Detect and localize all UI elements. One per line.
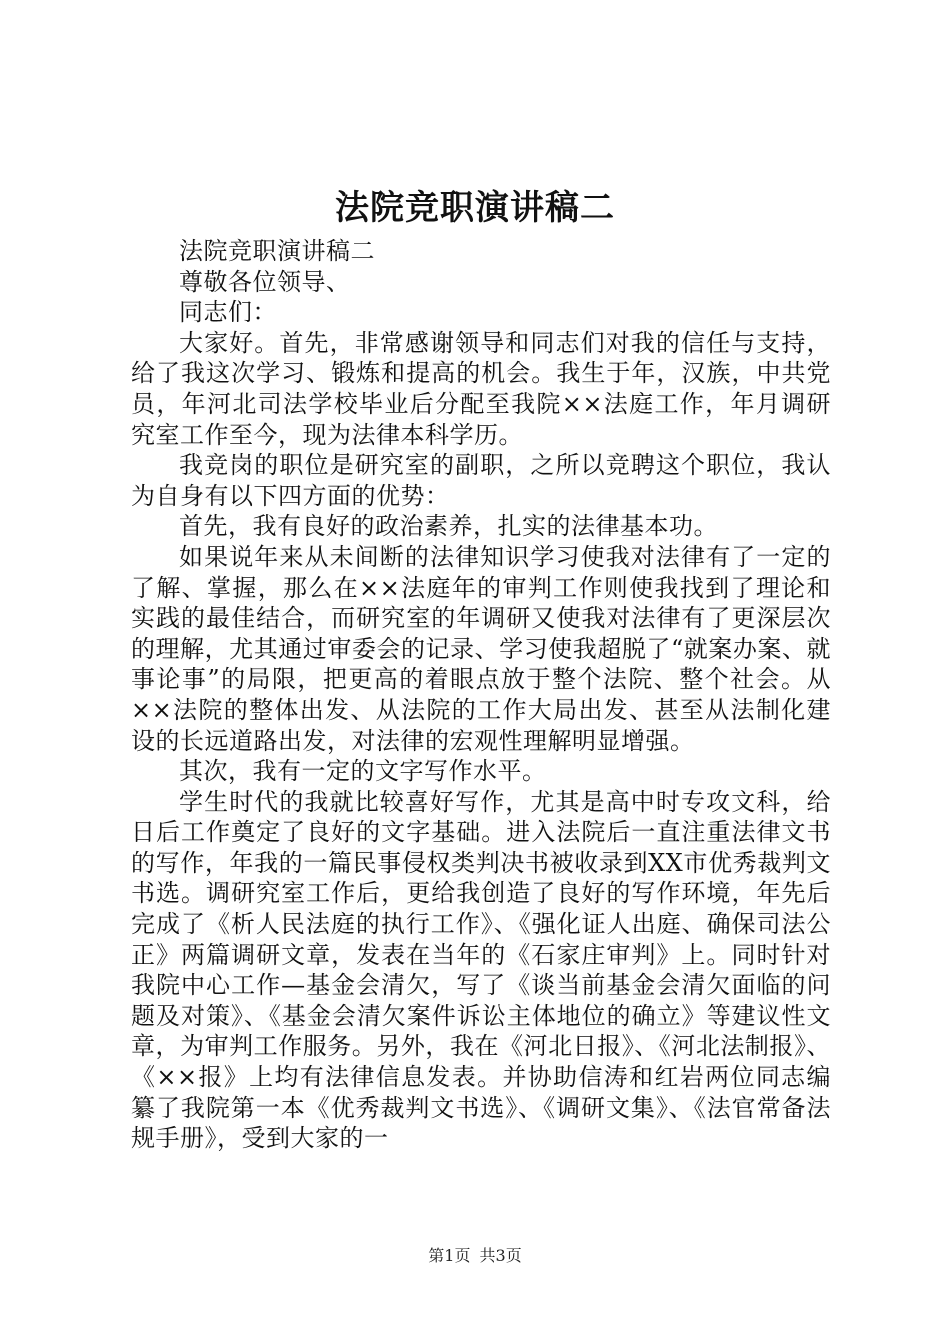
document-body xyxy=(131,236,831,1154)
paragraph-advantage-1: 首先，我有良好的政治素养，扎实的法律基本功。 xyxy=(179,512,718,541)
paragraph-salutation: 尊敬各位领导、 xyxy=(179,267,351,296)
page-footer xyxy=(0,1243,950,1266)
paragraph-position: 我竞岗的职位是研究室的副职，之所以竞聘这个职位，我认为自身有以下四方面的优势： xyxy=(131,451,831,510)
paragraph-salutation-cont: 同志们： xyxy=(179,298,277,327)
document-title: 法院竞职演讲稿二 xyxy=(335,188,615,228)
paragraph-introduction: 大家好。首先，非常感谢领导和同志们对我的信任与支持，给了我这次学习、锻炼和提高的机会。我生于年，汉族，中共党员，年河北司法学校毕业后分配至我院××法庭工作，年月调研究室工作至今，现为法律本科学历。 xyxy=(131,328,831,449)
page-number-total: 共3页 xyxy=(479,1246,522,1265)
paragraph-advantage-1-detail: 如果说年来从未间断的法律知识学习使我对法律有了一定的了解、掌握，那么在××法庭年的审判工作则使我找到了理论和实践的最佳结合，而研究室的年调研又使我对法律有了更深层次的理解，尤其通过审委会的记录、学习使我超脱了“就案办案、就事论事”的局限，把更高的着眼点放于整个法院、整个社会。从××法院的整体出发、从法院的工作大局出发、甚至从法制化建设的长远道路出发，对法律的宏观性理解明显增强。 xyxy=(131,542,831,755)
paragraph-heading: 法院竞职演讲稿二 xyxy=(179,237,375,265)
paragraph-advantage-2: 其次，我有一定的文字写作水平。 xyxy=(179,757,547,786)
paragraph-advantage-2-detail: 学生时代的我就比较喜好写作，尤其是高中时专攻文科，给日后工作奠定了良好的文字基础。进入法院后一直注重法律文书的写作，年我的一篇民事侵权类判决书被收录到XX市优秀裁判文书选。调研究室工作后，更给我创造了良好的写作环境，年先后完成了《析人民法庭的执行工作》、《强化证人出庭、确保司法公正》两篇调研文章，发表在当年的《石家庄审判》上。同时针对我院中心工作—基金会清欠，写了《谈当前基金会清欠面临的问题及对策》、《基金会清欠案件诉讼主体地位的确立》等建议性文章，为审判工作服务。另外，我在《河北日报》、《河北法制报》、《××报》上均有法律信息发表。并协助信涛和红岩两位同志编纂了我院第一本《优秀裁判文书选》、《调研文集》、《法官常备法规手册》，受到大家的一 xyxy=(131,787,831,1153)
page-number-current: 第1页 xyxy=(428,1246,471,1265)
